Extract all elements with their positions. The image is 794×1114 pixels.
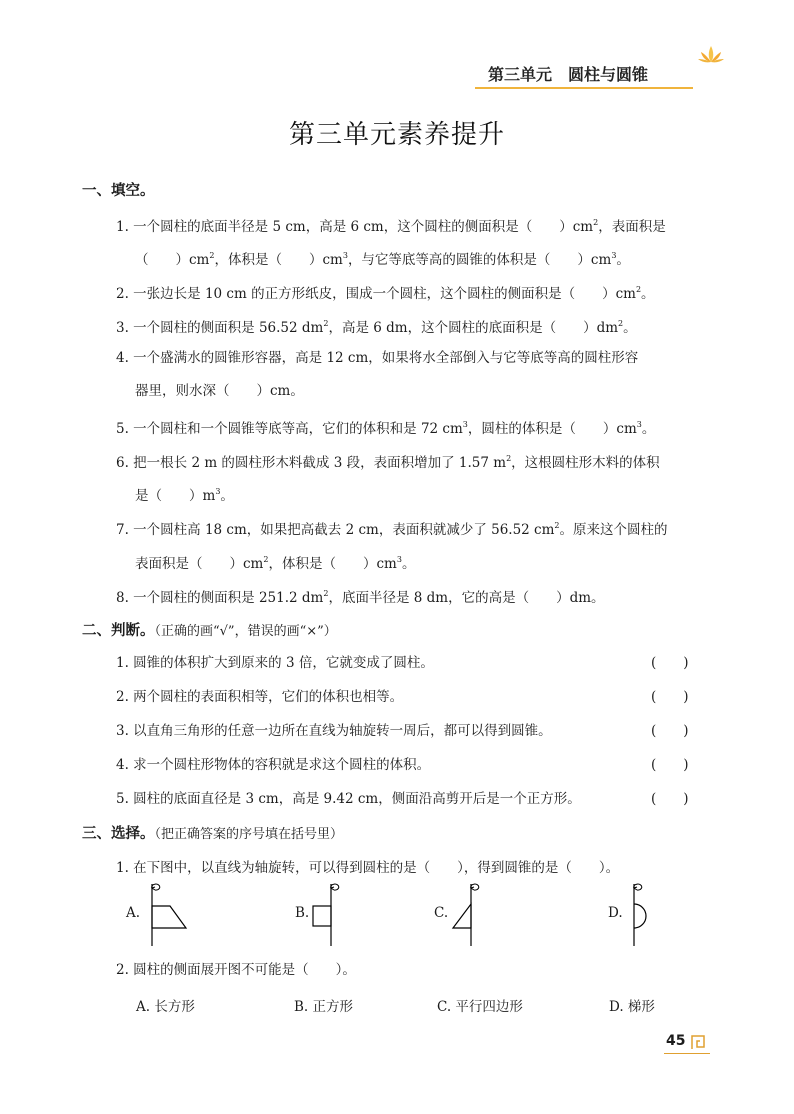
choice-question-1: 1. 在下图中，以直线为轴旋转，可以得到圆柱的是（ ），得到圆锥的是（ ）。 bbox=[116, 860, 620, 876]
page-title: 第三单元素养提升 bbox=[288, 120, 505, 150]
figure-label-c: C. bbox=[434, 905, 449, 921]
figure-label-a: A. bbox=[126, 905, 141, 921]
fill-question-1-cont: （ ）$cm^2$，体积是（ ）$cm^3$，与它等底等高的圆锥的体积是（ ）$cm^3$。 bbox=[135, 251, 630, 268]
section1-heading: 一、填空。 bbox=[82, 183, 155, 199]
figure-label-b: B. bbox=[295, 905, 310, 921]
fill-question-1: 1. 一个圆柱的底面半径是 5 cm，高是 6 cm，这个圆柱的侧面积是（ ）$cm^2$，表面积是 bbox=[116, 218, 666, 235]
header-underline bbox=[475, 87, 693, 89]
unit-header bbox=[488, 62, 648, 85]
figure-c-triangle bbox=[445, 880, 495, 948]
choice-option-a[interactable]: A. 长方形 bbox=[136, 999, 195, 1015]
fill-question-8: 8. 一个圆柱的侧面积是 251.2 $dm^2$，底面半径是 8 dm，它的高是（ ）dm。 bbox=[116, 589, 605, 606]
fill-question-7-cont: 表面积是（ ）$cm^2$，体积是（ ）$cm^3$。 bbox=[135, 555, 416, 572]
unit-label: 第三单元 bbox=[488, 65, 553, 84]
judge-answer-4[interactable]: ( ) bbox=[651, 757, 689, 773]
judge-item-1: 1. 圆锥的体积扩大到原来的 3 倍，它就变成了圆柱。 bbox=[116, 655, 434, 671]
unit-topic: 圆柱与圆锥 bbox=[568, 65, 649, 84]
fill-question-6-cont: 是（ ）$m^3$。 bbox=[135, 487, 234, 504]
figure-a-trapezoid bbox=[142, 880, 192, 948]
section2-note: （正确的画“√”，错误的画“×”） bbox=[154, 624, 337, 639]
judge-item-2: 2. 两个圆柱的表面积相等，它们的体积也相等。 bbox=[116, 689, 404, 705]
judge-item-3: 3. 以直角三角形的任意一边所在直线为轴旋转一周后，都可以得到圆锥。 bbox=[116, 723, 552, 739]
judge-item-5: 5. 圆柱的底面直径是 3 cm，高是 9.42 cm，侧面沿高剪开后是一个正方形。 bbox=[116, 791, 581, 807]
fill-question-2: 2. 一张边长是 10 cm 的正方形纸皮，围成一个圆柱，这个圆柱的侧面积是（ ）$cm^2$。 bbox=[116, 285, 655, 302]
fill-question-4-cont: 器里，则水深（ ）cm。 bbox=[135, 383, 304, 399]
choice-option-b[interactable]: B. 正方形 bbox=[294, 999, 354, 1015]
judge-item-4: 4. 求一个圆柱形物体的容积就是求这个圆柱的体积。 bbox=[116, 757, 431, 773]
page-number: 45 bbox=[666, 1033, 686, 1049]
fill-question-5: 5. 一个圆柱和一个圆锥等底等高，它们的体积和是 72 $cm^3$，圆柱的体积是（ ）$cm^3$。 bbox=[116, 420, 656, 437]
judge-answer-5[interactable]: ( ) bbox=[651, 791, 689, 807]
fill-question-7: 7. 一个圆柱高 18 cm，如果把高截去 2 cm，表面积就减少了 56.52 $cm^2$。原来这个圆柱的 bbox=[116, 521, 668, 538]
lotus-icon bbox=[696, 44, 726, 66]
judge-answer-2[interactable]: ( ) bbox=[651, 689, 689, 705]
judge-answer-3[interactable]: ( ) bbox=[651, 723, 689, 739]
section2-heading: 二、判断。（正确的画“√”，错误的画“×”） bbox=[82, 623, 337, 639]
corner-decoration-icon bbox=[689, 1033, 707, 1051]
choice-question-2: 2. 圆柱的侧面展开图不可能是（ ）。 bbox=[116, 962, 356, 978]
figure-d-semicircle bbox=[622, 880, 672, 948]
fill-question-4: 4. 一个盛满水的圆锥形容器，高是 12 cm，如果将水全部倒入与它等底等高的圆柱形容 bbox=[116, 350, 639, 366]
choice-option-d[interactable]: D. 梯形 bbox=[609, 999, 655, 1015]
section3-note: （把正确答案的序号填在括号里） bbox=[154, 827, 344, 842]
judge-answer-1[interactable]: ( ) bbox=[651, 655, 689, 671]
figure-b-rectangle bbox=[305, 880, 355, 948]
fill-question-6: 6. 把一根长 2 m 的圆柱形木料截成 3 段，表面积增加了 1.57 $m^2$，这根圆柱形木料的体积 bbox=[116, 454, 660, 471]
choice-option-c[interactable]: C. 平行四边形 bbox=[437, 999, 523, 1015]
figure-label-d: D. bbox=[608, 905, 623, 921]
fill-question-3: 3. 一个圆柱的侧面积是 56.52 $dm^2$，高是 6 dm，这个圆柱的底面积是（ ）$dm^2$。 bbox=[116, 319, 637, 336]
section3-heading: 三、选择。（把正确答案的序号填在括号里） bbox=[82, 826, 344, 842]
